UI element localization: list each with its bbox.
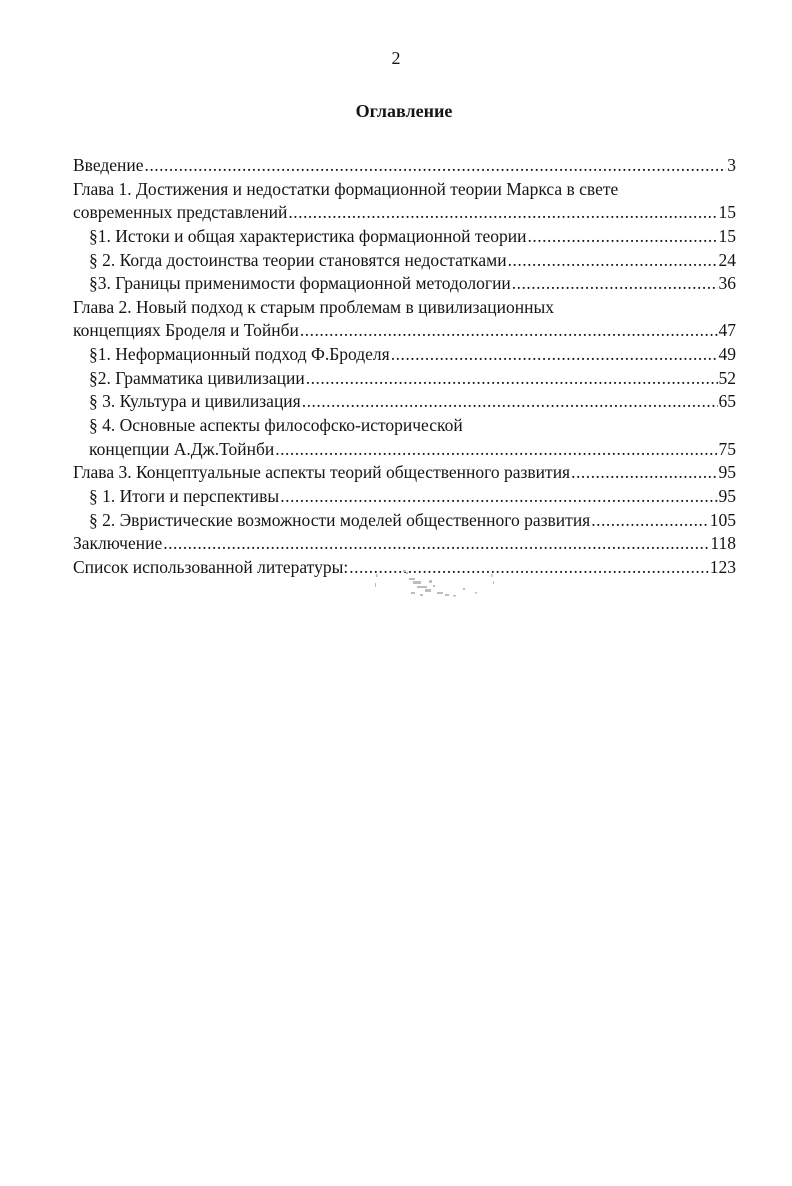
toc-entry-label: Глава 1. Достижения и недостатки формационной теории Маркса в свете [73,178,619,199]
toc-leader-dots [512,272,718,296]
toc-entry [73,319,736,343]
toc-entry-label: концепциях Броделя и Тойнби [73,320,299,341]
toc-entry-label: Заключение [73,533,163,554]
toc-entry-label: Глава 3. Концептуальные аспекты теорий общественного развития [73,462,571,483]
toc-leader-dots [275,438,717,462]
toc-entry [73,485,736,509]
toc-entry-page: 118 [710,533,736,554]
toc-leader-dots [302,390,718,414]
toc-entry-label: концепции А.Дж.Тойнби [89,438,275,459]
toc-leader-dots [571,461,717,485]
toc-entry-label: Список использованной литературы: [73,556,349,577]
toc-entry-label: §1. Истоки и общая характеристика формационной теории [89,225,527,246]
toc-entry-label: §1. Неформационный подход Ф.Броделя [89,344,390,365]
scan-artifact [373,568,523,604]
toc-leader-dots [163,532,709,556]
toc-entry [73,532,736,556]
toc-entry-page: 105 [709,509,736,530]
toc-entry-page: 123 [709,556,736,577]
toc-entry [73,272,736,296]
toc-entry [73,461,736,485]
toc-entry-label: § 1. Итоги и перспективы [89,485,280,506]
toc-entry [73,225,736,249]
toc-entry-label: современных представлений [73,202,288,223]
toc-leader-dots [288,201,717,225]
toc-entry-page: 36 [718,273,736,294]
toc-leader-dots [306,367,718,391]
toc-entry-page: 24 [718,249,736,270]
toc-entry [73,201,736,225]
toc-entry-page: 52 [718,367,736,388]
toc-entry-label: § 3. Культура и цивилизация [89,391,301,412]
toc-entry [73,438,736,462]
toc-entry-page: 15 [718,225,736,246]
toc-entry [73,390,736,414]
toc-entry [73,414,736,438]
toc-entry-label: § 2. Эвристические возможности моделей общественного развития [89,509,591,530]
toc-entry-label: Введение [73,155,144,175]
toc-entry-label: §2. Грамматика цивилизации [89,367,305,388]
toc-entry [73,249,736,273]
toc-entry [73,154,736,178]
toc-entry [73,367,736,391]
toc-leader-dots [145,154,727,178]
toc-entry-page: 95 [718,485,736,506]
toc-entry-page: 65 [718,391,736,412]
page-number: 2 [391,48,401,68]
toc-entry-label: §3. Границы применимости формационной методологии [89,273,511,294]
toc-entry-page: 15 [718,202,736,223]
toc-entry-page: 3 [727,155,736,175]
toc-entry [73,343,736,367]
toc-entry-page: 75 [718,438,736,459]
toc-entry [73,296,736,320]
toc-entry-page: 47 [718,320,736,341]
toc-entry-label: § 2. Когда достоинства теории становятся недостатками [89,249,507,270]
toc-entry [73,178,736,202]
toc-entry [73,509,736,533]
toc-leader-dots [528,225,718,249]
toc-entry-label: § 4. Основные аспекты философско-исторической [89,415,463,436]
toc-leader-dots [300,319,718,343]
toc-entry-label: Глава 2. Новый подход к старым проблемам в цивилизационных [73,296,554,317]
toc-leader-dots [591,509,709,533]
toc-leader-dots [508,249,718,273]
toc-title: Оглавление [355,101,453,121]
toc-entry-page: 95 [718,462,736,483]
table-of-contents [73,154,736,580]
toc-leader-dots [280,485,717,509]
toc-entry-page: 49 [718,344,736,365]
toc-leader-dots [391,343,718,367]
